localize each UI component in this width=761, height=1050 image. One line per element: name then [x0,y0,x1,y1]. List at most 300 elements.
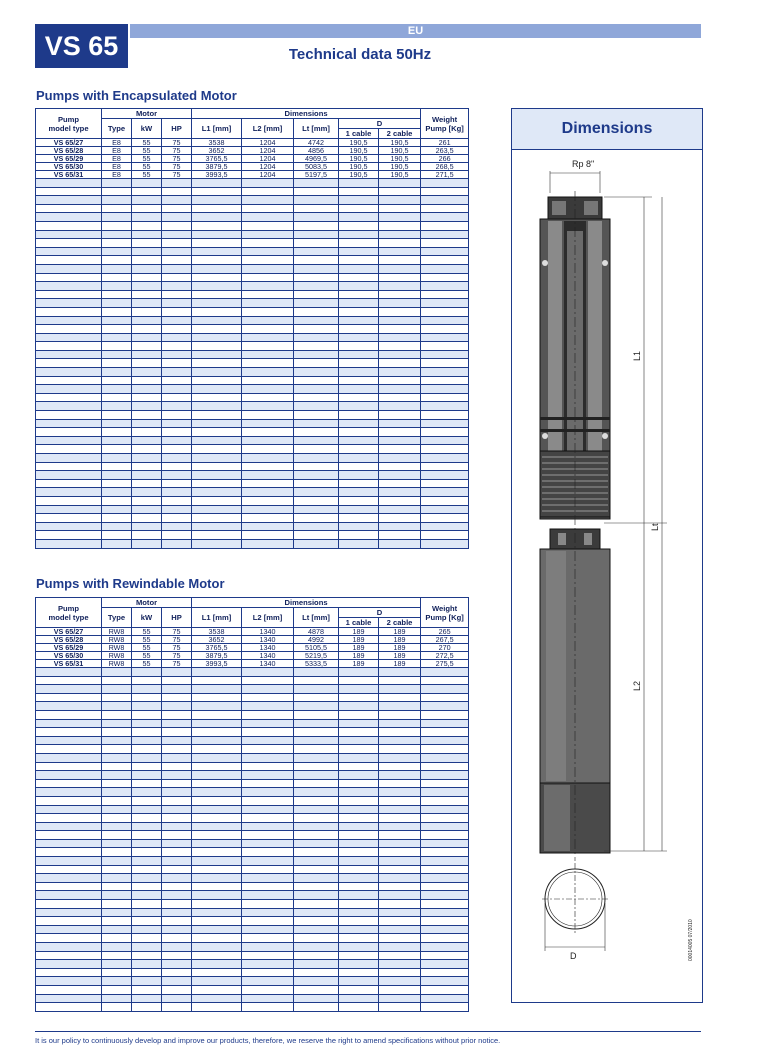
empty-cell [36,256,102,265]
empty-cell [132,891,162,900]
model-cell: VS 65/27 [36,628,102,636]
empty-cell [242,514,294,523]
empty-cell [36,839,102,848]
empty-row [36,865,469,874]
empty-cell [36,917,102,926]
empty-cell [242,685,294,694]
empty-cell [294,522,339,531]
empty-cell [379,204,421,213]
empty-cell [162,411,192,420]
col-header-dimensions: Dimensions [192,109,421,119]
empty-cell [102,282,132,291]
table-cell: 190,5 [379,155,421,163]
empty-cell [421,968,469,977]
empty-cell [379,788,421,797]
empty-cell [162,685,192,694]
empty-cell [242,454,294,463]
empty-cell [294,985,339,994]
empty-cell [242,994,294,1003]
table-cell: E8 [102,163,132,171]
empty-cell [162,290,192,299]
table-cell: 1340 [242,636,294,644]
empty-cell [162,325,192,334]
table-cell: 55 [132,628,162,636]
empty-cell [379,445,421,454]
empty-cell [339,539,379,548]
pump-label: Pump [57,603,80,613]
empty-row [36,762,469,771]
empty-cell [192,239,242,248]
empty-row [36,857,469,866]
empty-cell [132,693,162,702]
empty-cell [379,462,421,471]
empty-cell [379,762,421,771]
table-cell: 1340 [242,652,294,660]
empty-cell [294,247,339,256]
empty-row [36,299,469,308]
empty-cell [162,488,192,497]
rewindable-section-title: Pumps with Rewindable Motor [36,576,225,591]
empty-cell [294,891,339,900]
empty-cell [294,805,339,814]
table-cell: 4969,5 [294,155,339,163]
empty-cell [36,900,102,909]
empty-cell [162,402,192,411]
empty-cell [242,256,294,265]
empty-cell [36,702,102,711]
empty-cell [192,496,242,505]
empty-row [36,882,469,891]
empty-cell [294,839,339,848]
empty-cell [242,925,294,934]
empty-cell [192,454,242,463]
empty-cell [102,685,132,694]
model-cell: VS 65/28 [36,147,102,155]
table-cell: 1340 [242,628,294,636]
empty-cell [421,857,469,866]
empty-cell [421,762,469,771]
empty-cell [242,342,294,351]
empty-cell [102,719,132,728]
empty-row [36,213,469,222]
col-header-l1: L1 [mm] [192,608,242,628]
empty-cell [294,488,339,497]
table-cell: 75 [162,644,192,652]
empty-cell [192,848,242,857]
empty-row [36,325,469,334]
empty-cell [162,316,192,325]
empty-cell [162,393,192,402]
empty-cell [162,479,192,488]
empty-cell [132,436,162,445]
empty-cell [36,247,102,256]
empty-cell [132,419,162,428]
empty-cell [192,325,242,334]
empty-cell [132,376,162,385]
empty-cell [294,736,339,745]
empty-cell [339,865,379,874]
empty-cell [192,514,242,523]
empty-cell [242,814,294,823]
empty-cell [339,496,379,505]
empty-cell [379,179,421,188]
empty-cell [421,531,469,540]
table-cell: 1340 [242,660,294,668]
empty-cell [102,882,132,891]
empty-cell [192,788,242,797]
empty-cell [192,710,242,719]
empty-cell [379,848,421,857]
empty-cell [379,496,421,505]
empty-cell [339,256,379,265]
empty-cell [242,333,294,342]
empty-cell [192,187,242,196]
empty-cell [162,471,192,480]
empty-cell [132,857,162,866]
table-cell: 3765,5 [192,644,242,652]
empty-cell [421,179,469,188]
empty-cell [339,745,379,754]
empty-cell [192,411,242,420]
empty-cell [132,247,162,256]
col-header-hp: HP [162,608,192,628]
empty-cell [192,968,242,977]
empty-cell [132,745,162,754]
empty-cell [102,539,132,548]
empty-cell [294,693,339,702]
empty-cell [421,368,469,377]
table-cell: 5083,5 [294,163,339,171]
empty-cell [162,702,192,711]
l2-dimension-label: L2 [632,680,642,691]
empty-cell [162,204,192,213]
empty-cell [379,917,421,926]
empty-row [36,436,469,445]
empty-cell [192,385,242,394]
empty-cell [421,736,469,745]
empty-row [36,753,469,762]
table-cell: 3538 [192,628,242,636]
empty-row [36,230,469,239]
empty-cell [294,204,339,213]
empty-cell [132,814,162,823]
empty-cell [102,531,132,540]
empty-cell [339,668,379,677]
empty-cell [132,925,162,934]
empty-cell [242,728,294,737]
empty-cell [102,796,132,805]
dimensions-panel [511,108,703,1003]
empty-cell [102,247,132,256]
empty-cell [102,753,132,762]
model-type-label: model type [48,612,89,622]
empty-cell [192,728,242,737]
empty-cell [132,428,162,437]
empty-cell [339,342,379,351]
empty-cell [294,745,339,754]
empty-cell [162,951,192,960]
empty-cell [36,539,102,548]
empty-cell [102,428,132,437]
empty-cell [421,779,469,788]
table-cell: 1204 [242,171,294,179]
model-cell: VS 65/30 [36,652,102,660]
empty-cell [379,522,421,531]
empty-cell [294,882,339,891]
empty-cell [162,968,192,977]
empty-cell [421,900,469,909]
empty-cell [36,282,102,291]
empty-cell [379,359,421,368]
empty-cell [421,333,469,342]
empty-cell [162,719,192,728]
empty-cell [339,985,379,994]
empty-cell [132,985,162,994]
empty-cell [421,882,469,891]
table-cell: E8 [102,147,132,155]
empty-cell [421,299,469,308]
empty-cell [379,814,421,823]
empty-cell [36,454,102,463]
empty-cell [242,187,294,196]
empty-cell [294,256,339,265]
empty-cell [102,402,132,411]
empty-cell [379,230,421,239]
empty-cell [294,411,339,420]
empty-cell [339,831,379,840]
table-cell: 55 [132,163,162,171]
table-cell: 1204 [242,163,294,171]
empty-cell [421,239,469,248]
empty-row [36,977,469,986]
empty-cell [36,230,102,239]
col-header-type: Type [102,608,132,628]
table-cell: 189 [339,660,379,668]
empty-cell [192,376,242,385]
empty-cell [379,960,421,969]
empty-cell [379,316,421,325]
table-cell: 3765,5 [192,155,242,163]
table-cell: RW8 [102,652,132,660]
empty-cell [102,951,132,960]
empty-cell [421,514,469,523]
empty-cell [36,290,102,299]
empty-cell [102,479,132,488]
empty-cell [192,685,242,694]
empty-row [36,531,469,540]
table-cell: 55 [132,147,162,155]
empty-cell [102,496,132,505]
model-cell: VS 65/29 [36,155,102,163]
empty-cell [102,668,132,677]
empty-row [36,985,469,994]
empty-cell [421,925,469,934]
empty-cell [36,325,102,334]
empty-cell [102,745,132,754]
empty-row [36,805,469,814]
empty-cell [162,788,192,797]
empty-cell [421,676,469,685]
empty-cell [379,333,421,342]
empty-cell [339,788,379,797]
empty-cell [162,994,192,1003]
empty-cell [36,316,102,325]
empty-row [36,256,469,265]
empty-cell [36,342,102,351]
table-cell: 190,5 [379,139,421,147]
table-row [36,163,469,171]
empty-row [36,908,469,917]
empty-cell [36,496,102,505]
empty-cell [421,247,469,256]
col-header-l1: L1 [mm] [192,119,242,139]
empty-row [36,839,469,848]
empty-cell [421,943,469,952]
empty-cell [421,273,469,282]
empty-row [36,710,469,719]
table-row [36,171,469,179]
empty-cell [379,213,421,222]
empty-cell [242,891,294,900]
empty-cell [379,428,421,437]
empty-cell [339,960,379,969]
empty-cell [294,445,339,454]
empty-cell [102,968,132,977]
model-cell: VS 65/30 [36,163,102,171]
empty-cell [339,419,379,428]
empty-cell [102,179,132,188]
empty-cell [379,325,421,334]
empty-cell [162,419,192,428]
empty-row [36,522,469,531]
empty-cell [294,977,339,986]
empty-cell [339,436,379,445]
empty-cell [379,411,421,420]
empty-cell [36,943,102,952]
empty-cell [379,831,421,840]
empty-cell [36,204,102,213]
empty-row [36,934,469,943]
empty-cell [192,316,242,325]
empty-cell [294,359,339,368]
empty-cell [192,736,242,745]
empty-cell [379,839,421,848]
empty-cell [242,882,294,891]
table-cell: 189 [379,628,421,636]
empty-cell [379,393,421,402]
col-header-1-cable: 1 cable [339,129,379,139]
empty-cell [379,934,421,943]
empty-cell [192,977,242,986]
empty-cell [379,891,421,900]
empty-cell [339,488,379,497]
empty-cell [192,445,242,454]
empty-cell [242,230,294,239]
empty-cell [242,985,294,994]
col-header-type: Type [102,119,132,139]
empty-cell [132,179,162,188]
empty-cell [242,917,294,926]
empty-cell [162,462,192,471]
empty-cell [242,428,294,437]
empty-cell [339,239,379,248]
empty-cell [162,710,192,719]
empty-cell [192,796,242,805]
empty-cell [36,762,102,771]
empty-cell [339,822,379,831]
empty-cell [379,264,421,273]
empty-cell [339,882,379,891]
empty-cell [36,376,102,385]
table-cell: 75 [162,636,192,644]
empty-cell [339,891,379,900]
empty-cell [339,522,379,531]
empty-cell [294,454,339,463]
empty-cell [102,728,132,737]
empty-cell [162,736,192,745]
table-row [36,147,469,155]
table-cell: 190,5 [379,171,421,179]
table-cell: 190,5 [339,147,379,155]
empty-cell [192,221,242,230]
empty-cell [162,368,192,377]
empty-cell [132,771,162,780]
empty-cell [379,985,421,994]
empty-cell [339,359,379,368]
empty-cell [36,925,102,934]
empty-cell [162,299,192,308]
empty-cell [294,917,339,926]
empty-cell [36,693,102,702]
empty-row [36,505,469,514]
empty-row [36,788,469,797]
empty-row [36,350,469,359]
empty-cell [339,179,379,188]
empty-cell [294,968,339,977]
empty-cell [379,753,421,762]
empty-cell [192,908,242,917]
table-cell: 190,5 [379,147,421,155]
empty-cell [379,857,421,866]
empty-cell [132,839,162,848]
empty-cell [294,221,339,230]
empty-cell [421,685,469,694]
empty-cell [102,985,132,994]
empty-cell [102,908,132,917]
empty-cell [242,307,294,316]
empty-cell [242,934,294,943]
table-cell: 189 [339,628,379,636]
empty-cell [339,505,379,514]
col-header-dimensions: Dimensions [192,598,421,608]
empty-cell [339,857,379,866]
empty-cell [132,865,162,874]
weight-unit-label: Pump [Kg] [425,123,464,133]
empty-cell [242,762,294,771]
empty-cell [132,264,162,273]
empty-cell [102,960,132,969]
empty-cell [162,496,192,505]
empty-row [36,316,469,325]
empty-cell [294,282,339,291]
empty-cell [242,960,294,969]
empty-cell [102,411,132,420]
empty-cell [339,471,379,480]
empty-cell [132,522,162,531]
empty-row [36,488,469,497]
empty-cell [379,728,421,737]
empty-row [36,779,469,788]
